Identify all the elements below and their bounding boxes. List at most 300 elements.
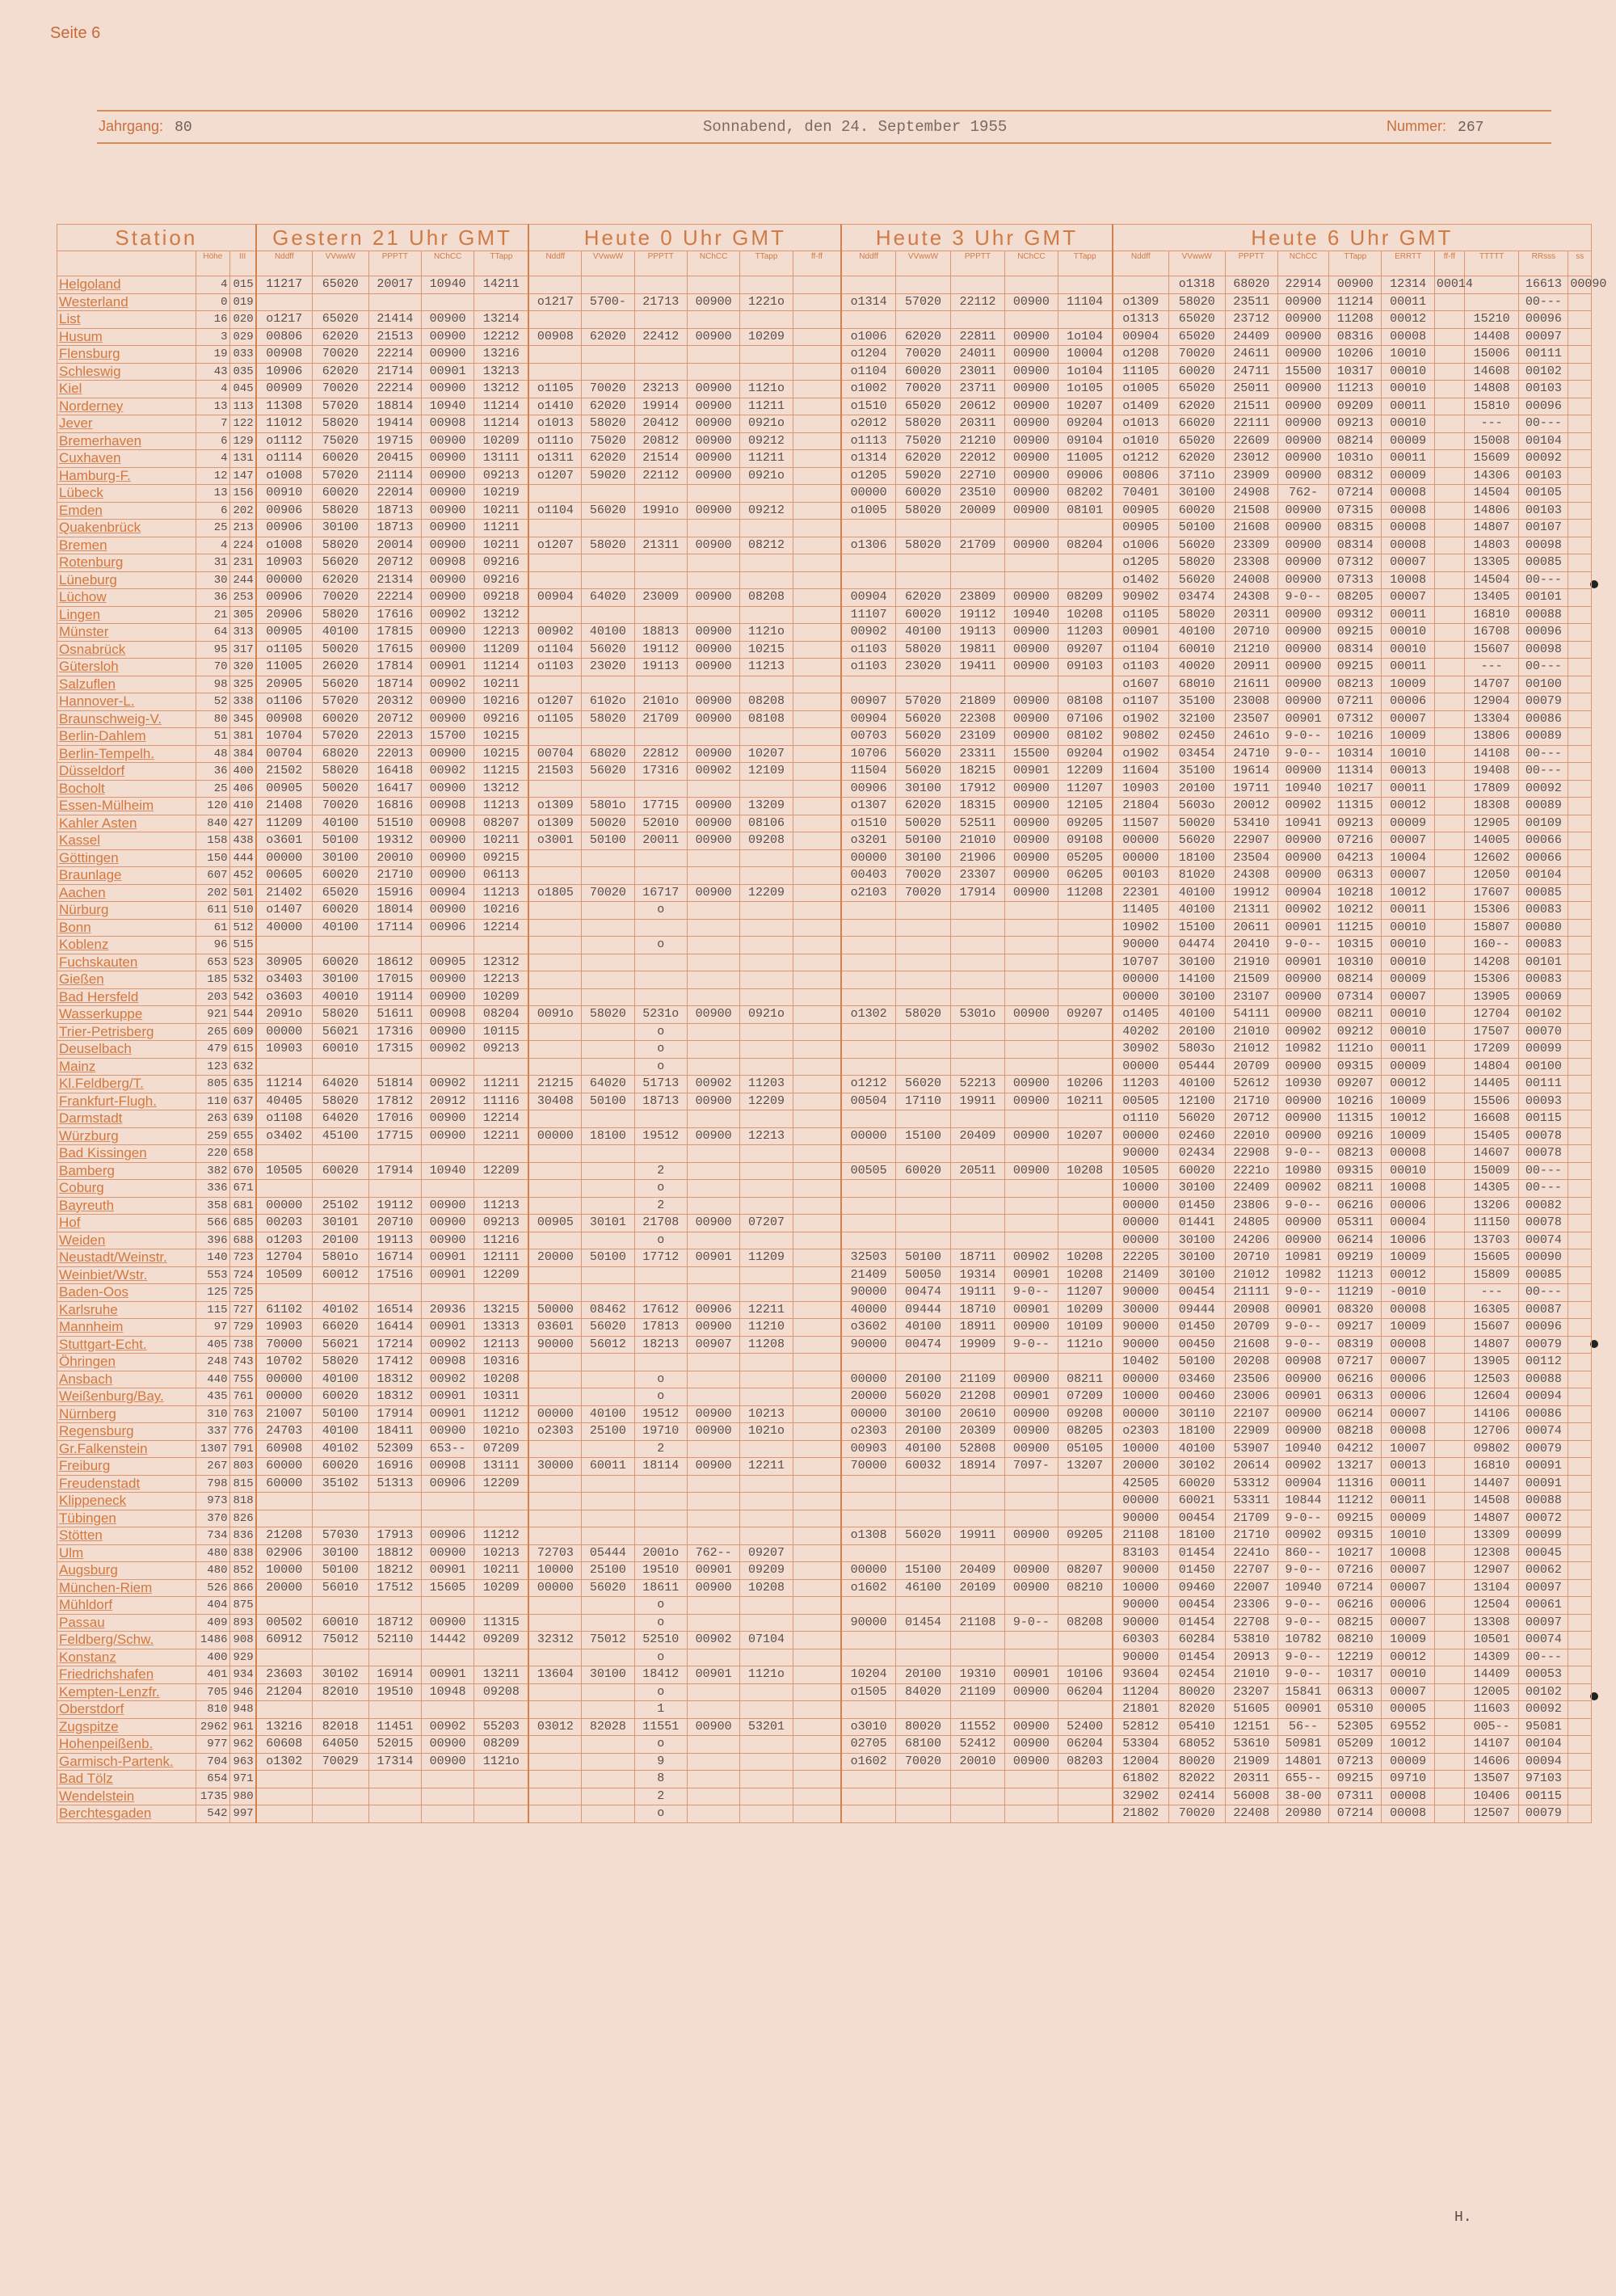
obs-cell	[1568, 571, 1592, 589]
obs-cell: 17607	[1464, 884, 1519, 902]
obs-cell: 30102	[312, 1666, 368, 1684]
obs-cell: 14309	[1464, 1649, 1519, 1666]
table-row	[57, 1162, 1592, 1180]
obs-cell	[582, 1736, 634, 1754]
station-name: Berlin-Dahlem	[57, 728, 196, 746]
obs-cell	[1058, 1110, 1113, 1128]
obs-cell	[1568, 1701, 1592, 1719]
obs-cell: 83103	[1113, 1544, 1169, 1562]
obs-cell: 10209	[740, 328, 793, 346]
table-row	[57, 728, 1592, 746]
obs-cell	[793, 1614, 841, 1632]
obs-cell	[1568, 1180, 1592, 1198]
station-index: 866	[229, 1579, 256, 1597]
station-height: 150	[196, 849, 229, 867]
obs-cell: 00009	[1382, 1510, 1434, 1527]
station-height: 480	[196, 1562, 229, 1580]
obs-cell: 70020	[896, 381, 951, 398]
obs-cell: 09444	[1168, 1301, 1225, 1319]
obs-cell: 21508	[1225, 502, 1277, 520]
obs-cell: 12504	[1464, 1597, 1519, 1615]
obs-cell	[1434, 1544, 1464, 1562]
obs-cell: 3711o	[1168, 467, 1225, 485]
obs-cell: 12209	[740, 884, 793, 902]
obs-cell: 20012	[1225, 798, 1277, 815]
obs-cell	[793, 432, 841, 450]
table-row	[57, 1058, 1592, 1076]
obs-cell: 15009	[1464, 1162, 1519, 1180]
obs-cell	[740, 728, 793, 746]
obs-cell: 13507	[1464, 1771, 1519, 1788]
obs-cell: 60020	[312, 867, 368, 885]
obs-cell: 22112	[950, 293, 1005, 311]
obs-cell: 08204	[474, 1006, 529, 1024]
obs-cell: 22012	[950, 450, 1005, 468]
obs-cell: 00900	[1277, 1371, 1328, 1388]
obs-cell: 62020	[1168, 450, 1225, 468]
obs-cell	[1058, 971, 1113, 989]
station-index: 033	[229, 346, 256, 364]
obs-cell: 50100	[896, 832, 951, 850]
table-row	[57, 1319, 1592, 1337]
table-row	[57, 520, 1592, 537]
obs-cell	[256, 1771, 313, 1788]
obs-cell: 00900	[422, 780, 474, 798]
obs-cell: 18312	[368, 1371, 421, 1388]
obs-cell: 68020	[1225, 276, 1277, 294]
obs-cell: 00103	[1519, 467, 1568, 485]
obs-cell: 09209	[1329, 398, 1382, 415]
obs-cell: 9-0--	[1277, 1562, 1328, 1580]
obs-cell: 40000	[841, 1301, 896, 1319]
table-row	[57, 1284, 1592, 1302]
obs-cell	[740, 1058, 793, 1076]
obs-cell: 50100	[1168, 520, 1225, 537]
obs-cell: 00900	[422, 745, 474, 763]
obs-cell: 23008	[1225, 693, 1277, 711]
table-row	[57, 1701, 1592, 1719]
station-index: 997	[229, 1805, 256, 1823]
obs-cell: 00012	[1382, 311, 1434, 329]
obs-cell	[950, 1701, 1005, 1719]
obs-cell: 12213	[474, 624, 529, 642]
station-index: 532	[229, 971, 256, 989]
obs-cell	[793, 919, 841, 937]
obs-cell: 00100	[1519, 1058, 1568, 1076]
table-row	[57, 676, 1592, 693]
obs-cell: o1409	[1113, 398, 1169, 415]
obs-cell: 12219	[1329, 1649, 1382, 1666]
obs-cell: 14442	[422, 1632, 474, 1649]
obs-cell: 57020	[896, 293, 951, 311]
obs-cell: 00900	[422, 450, 474, 468]
obs-cell: 00900	[687, 1423, 739, 1441]
obs-cell: 16717	[634, 884, 687, 902]
obs-cell	[896, 1805, 951, 1823]
obs-cell: 18315	[950, 798, 1005, 815]
station-name: Bad Hersfeld	[57, 988, 196, 1006]
obs-cell	[1434, 346, 1464, 364]
obs-cell	[582, 954, 634, 971]
obs-cell: 00006	[1382, 1371, 1434, 1388]
subhead: NChCC	[687, 251, 739, 276]
obs-cell: 00069	[1519, 988, 1568, 1006]
obs-cell	[687, 1527, 739, 1545]
obs-cell	[312, 1649, 368, 1666]
obs-cell: 00901	[422, 1266, 474, 1284]
obs-cell: 10501	[1464, 1632, 1519, 1649]
obs-cell	[582, 919, 634, 937]
obs-cell: 10219	[474, 485, 529, 503]
obs-cell	[582, 1058, 634, 1076]
obs-cell: 2091o	[256, 1006, 313, 1024]
obs-cell: 00900	[1277, 381, 1328, 398]
table-row	[57, 1006, 1592, 1024]
obs-cell: 00900	[687, 884, 739, 902]
station-index: 637	[229, 1093, 256, 1110]
station-index: 035	[229, 363, 256, 381]
obs-cell: 80020	[896, 1718, 951, 1736]
obs-cell: 60000	[256, 1458, 313, 1476]
obs-cell: 01441	[1168, 1215, 1225, 1232]
obs-cell	[1568, 520, 1592, 537]
table-row	[57, 1371, 1592, 1388]
station-height: 4	[196, 537, 229, 554]
obs-cell: 15405	[1464, 1127, 1519, 1145]
station-index: 963	[229, 1753, 256, 1771]
obs-cell: o	[634, 1371, 687, 1388]
obs-cell: o1207	[528, 467, 581, 485]
obs-cell	[1434, 641, 1464, 659]
obs-cell: 20709	[1225, 1319, 1277, 1337]
obs-cell: 10106	[1058, 1666, 1113, 1684]
obs-cell: 57020	[312, 693, 368, 711]
obs-cell: 08210	[1058, 1579, 1113, 1597]
obs-cell: 00902	[1277, 1527, 1328, 1545]
obs-cell: 12212	[474, 328, 529, 346]
station-index: 723	[229, 1249, 256, 1267]
obs-cell: 00000	[841, 1405, 896, 1423]
obs-cell: 58020	[312, 763, 368, 781]
obs-cell	[582, 1527, 634, 1545]
obs-cell	[582, 780, 634, 798]
obs-cell: 00109	[1519, 815, 1568, 832]
station-name: Lingen	[57, 606, 196, 624]
station-index: 946	[229, 1683, 256, 1701]
obs-cell: 11005	[1058, 450, 1113, 468]
obs-cell	[740, 1614, 793, 1632]
station-name: Aachen	[57, 884, 196, 902]
table-row	[57, 1023, 1592, 1041]
obs-cell: 22007	[1225, 1579, 1277, 1597]
obs-cell: 00900	[687, 1405, 739, 1423]
obs-cell: 60020	[312, 485, 368, 503]
obs-cell: 00000	[1113, 849, 1169, 867]
obs-cell: 00011	[1382, 1041, 1434, 1059]
obs-cell	[1434, 919, 1464, 937]
obs-cell: 06113	[474, 867, 529, 885]
obs-cell: 11104	[1058, 293, 1113, 311]
subhead: ERRTT	[1382, 251, 1434, 276]
obs-cell: 66020	[1168, 415, 1225, 433]
obs-cell	[950, 1771, 1005, 1788]
obs-cell: 00900	[422, 1110, 474, 1128]
station-name: Mühldorf	[57, 1597, 196, 1615]
obs-cell	[1568, 363, 1592, 381]
obs-cell	[793, 659, 841, 676]
station-height: 158	[196, 832, 229, 850]
obs-cell: 07312	[1329, 554, 1382, 572]
obs-cell: 10930	[1277, 1076, 1328, 1093]
obs-cell	[1434, 1493, 1464, 1510]
obs-cell	[793, 1771, 841, 1788]
obs-cell: 9-0--	[1277, 1336, 1328, 1354]
obs-cell: 00000	[1113, 971, 1169, 989]
obs-cell: 07209	[474, 1440, 529, 1458]
obs-cell	[1005, 1023, 1058, 1041]
table-row	[57, 1110, 1592, 1128]
obs-cell: 13211	[474, 1666, 529, 1684]
obs-cell: 00---	[1519, 571, 1568, 589]
station-name: Husum	[57, 328, 196, 346]
obs-cell: 57030	[312, 1527, 368, 1545]
obs-cell: o	[634, 1614, 687, 1632]
obs-cell: 11105	[1113, 363, 1169, 381]
obs-cell: 9-0--	[1277, 1319, 1328, 1337]
obs-cell	[312, 1058, 368, 1076]
obs-cell: 5700-	[582, 293, 634, 311]
obs-cell	[687, 1180, 739, 1198]
obs-cell	[740, 1388, 793, 1406]
obs-cell: 00504	[841, 1093, 896, 1110]
obs-cell: 03012	[528, 1718, 581, 1736]
obs-cell: 00006	[1382, 1597, 1434, 1615]
obs-cell: 10206	[1058, 1076, 1113, 1093]
obs-cell: 14608	[1464, 363, 1519, 381]
obs-cell: 11217	[256, 276, 313, 294]
obs-cell: 00902	[422, 1718, 474, 1736]
obs-cell: 07311	[1329, 1788, 1382, 1805]
obs-cell: 00900	[422, 381, 474, 398]
obs-cell	[256, 293, 313, 311]
obs-cell	[793, 1753, 841, 1771]
subhead: TTapp	[1329, 251, 1382, 276]
obs-cell	[1434, 867, 1464, 885]
obs-cell	[368, 1510, 421, 1527]
obs-cell	[582, 520, 634, 537]
obs-cell: 00102	[1519, 363, 1568, 381]
obs-cell	[1005, 311, 1058, 329]
obs-cell	[687, 606, 739, 624]
station-name: Braunschweig-V.	[57, 710, 196, 728]
station-name: Bayreuth	[57, 1197, 196, 1215]
obs-cell: 00900	[1277, 571, 1328, 589]
obs-cell: 23506	[1225, 1371, 1277, 1388]
obs-cell: 58020	[896, 415, 951, 433]
obs-cell: 15100	[1168, 919, 1225, 937]
obs-cell: 26020	[312, 659, 368, 676]
obs-cell: 00000	[841, 849, 896, 867]
obs-cell: 00900	[1277, 1405, 1328, 1423]
obs-cell: 52305	[1329, 1718, 1382, 1736]
obs-cell: 22214	[368, 381, 421, 398]
obs-cell: 17015	[368, 971, 421, 989]
obs-cell	[740, 1180, 793, 1198]
obs-cell: 58020	[312, 606, 368, 624]
obs-cell: 00900	[687, 1718, 739, 1736]
station-index: 512	[229, 919, 256, 937]
obs-cell	[1005, 937, 1058, 954]
obs-cell: 75012	[582, 1632, 634, 1649]
obs-cell: 15306	[1464, 902, 1519, 920]
obs-cell: 00061	[1519, 1597, 1568, 1615]
table-row	[57, 1649, 1592, 1666]
obs-cell: 9-0--	[1277, 1197, 1328, 1215]
obs-cell	[368, 1058, 421, 1076]
obs-cell: 10940	[1277, 1440, 1328, 1458]
obs-cell: 80020	[1168, 1753, 1225, 1771]
obs-cell: o1410	[528, 398, 581, 415]
obs-cell: 00104	[1519, 432, 1568, 450]
obs-cell	[634, 867, 687, 885]
obs-cell: 00008	[1382, 1145, 1434, 1163]
obs-cell	[950, 571, 1005, 589]
obs-cell	[841, 1701, 896, 1719]
obs-cell: 00900	[1277, 398, 1328, 415]
obs-cell: 00900	[687, 641, 739, 659]
obs-cell: 11116	[474, 1093, 529, 1110]
obs-cell	[793, 502, 841, 520]
obs-cell	[1434, 363, 1464, 381]
obs-cell: 46100	[896, 1579, 951, 1597]
obs-cell: o3001	[528, 832, 581, 850]
station-name: Baden-Oos	[57, 1284, 196, 1302]
station-name: Koblenz	[57, 937, 196, 954]
subhead: ff-ff	[1434, 251, 1464, 276]
station-height: 705	[196, 1683, 229, 1701]
obs-cell: 16810	[1464, 606, 1519, 624]
station-index: 681	[229, 1197, 256, 1215]
obs-cell: 0921o	[740, 1006, 793, 1024]
obs-cell: 90000	[841, 1614, 896, 1632]
obs-cell	[1005, 1649, 1058, 1666]
obs-cell	[1058, 1493, 1113, 1510]
obs-cell: 00000	[256, 1388, 313, 1406]
obs-cell: 21012	[1225, 1266, 1277, 1284]
table-row	[57, 954, 1592, 971]
obs-cell: 00900	[687, 467, 739, 485]
obs-cell: 18213	[634, 1336, 687, 1354]
obs-cell: 17914	[368, 1405, 421, 1423]
obs-cell	[1434, 1701, 1464, 1719]
obs-cell: o	[634, 902, 687, 920]
obs-cell: 65020	[312, 311, 368, 329]
obs-cell	[528, 1597, 581, 1615]
obs-cell	[528, 849, 581, 867]
obs-cell: 00910	[256, 485, 313, 503]
obs-cell: 10000	[528, 1562, 581, 1580]
obs-cell: 53810	[1225, 1632, 1277, 1649]
obs-cell	[1568, 432, 1592, 450]
obs-cell: 00900	[1005, 693, 1058, 711]
obs-cell	[1005, 1701, 1058, 1719]
obs-cell	[368, 1284, 421, 1302]
obs-cell: 09215	[474, 849, 529, 867]
obs-cell	[1568, 415, 1592, 433]
obs-cell: 00000	[841, 1127, 896, 1145]
station-height: 1735	[196, 1788, 229, 1805]
table-row	[57, 554, 1592, 572]
obs-cell: 50020	[582, 815, 634, 832]
station-name: Berlin-Tempelh.	[57, 745, 196, 763]
obs-cell: 52015	[368, 1736, 421, 1754]
obs-cell: o1318	[1168, 276, 1225, 294]
obs-cell	[1005, 1544, 1058, 1562]
obs-cell: 05205	[1058, 849, 1113, 867]
subhead: Nddff	[528, 251, 581, 276]
station-name: List	[57, 311, 196, 329]
obs-cell: 00900	[1277, 849, 1328, 867]
obs-cell: 20009	[950, 502, 1005, 520]
obs-cell: 00007	[1382, 988, 1434, 1006]
station-height: 337	[196, 1423, 229, 1441]
obs-cell: o3403	[256, 971, 313, 989]
obs-cell: 00900	[422, 328, 474, 346]
obs-cell: 10012	[1382, 1110, 1434, 1128]
obs-cell	[422, 1805, 474, 1823]
obs-cell: 08208	[1058, 1614, 1113, 1632]
station-name: Westerland	[57, 293, 196, 311]
obs-cell: 15605	[422, 1579, 474, 1597]
obs-cell	[582, 971, 634, 989]
obs-cell	[740, 1475, 793, 1493]
obs-cell: 11210	[740, 1319, 793, 1337]
obs-cell	[740, 1771, 793, 1788]
station-height: 921	[196, 1006, 229, 1024]
obs-cell: 19112	[634, 641, 687, 659]
obs-cell: 30100	[1168, 1266, 1225, 1284]
obs-cell	[1434, 1388, 1464, 1406]
obs-cell: 02705	[841, 1736, 896, 1754]
station-index: 113	[229, 398, 256, 415]
table-row	[57, 1771, 1592, 1788]
obs-cell: 00900	[422, 867, 474, 885]
obs-cell	[896, 971, 951, 989]
obs-cell: 2221o	[1225, 1162, 1277, 1180]
obs-cell: 56020	[1168, 1110, 1225, 1128]
obs-cell: 19314	[950, 1266, 1005, 1284]
obs-cell: 17914	[950, 884, 1005, 902]
obs-cell: 70020	[312, 798, 368, 815]
obs-cell: 00008	[1382, 1788, 1434, 1805]
obs-cell: 00900	[422, 1736, 474, 1754]
obs-cell	[1005, 276, 1058, 294]
obs-cell: 00450	[1168, 1336, 1225, 1354]
obs-cell: o	[634, 1805, 687, 1823]
obs-cell: 68010	[1168, 676, 1225, 693]
station-name: Hannover-L.	[57, 693, 196, 711]
obs-cell	[896, 1597, 951, 1615]
obs-cell: 00900	[1277, 450, 1328, 468]
obs-cell: 00007	[1382, 832, 1434, 850]
obs-cell	[1434, 1423, 1464, 1441]
obs-cell: 40100	[896, 624, 951, 642]
obs-cell: 10208	[740, 1579, 793, 1597]
station-height: 16	[196, 311, 229, 329]
obs-cell: 10115	[474, 1023, 529, 1041]
obs-cell: 56012	[582, 1336, 634, 1354]
obs-cell: 09212	[740, 432, 793, 450]
